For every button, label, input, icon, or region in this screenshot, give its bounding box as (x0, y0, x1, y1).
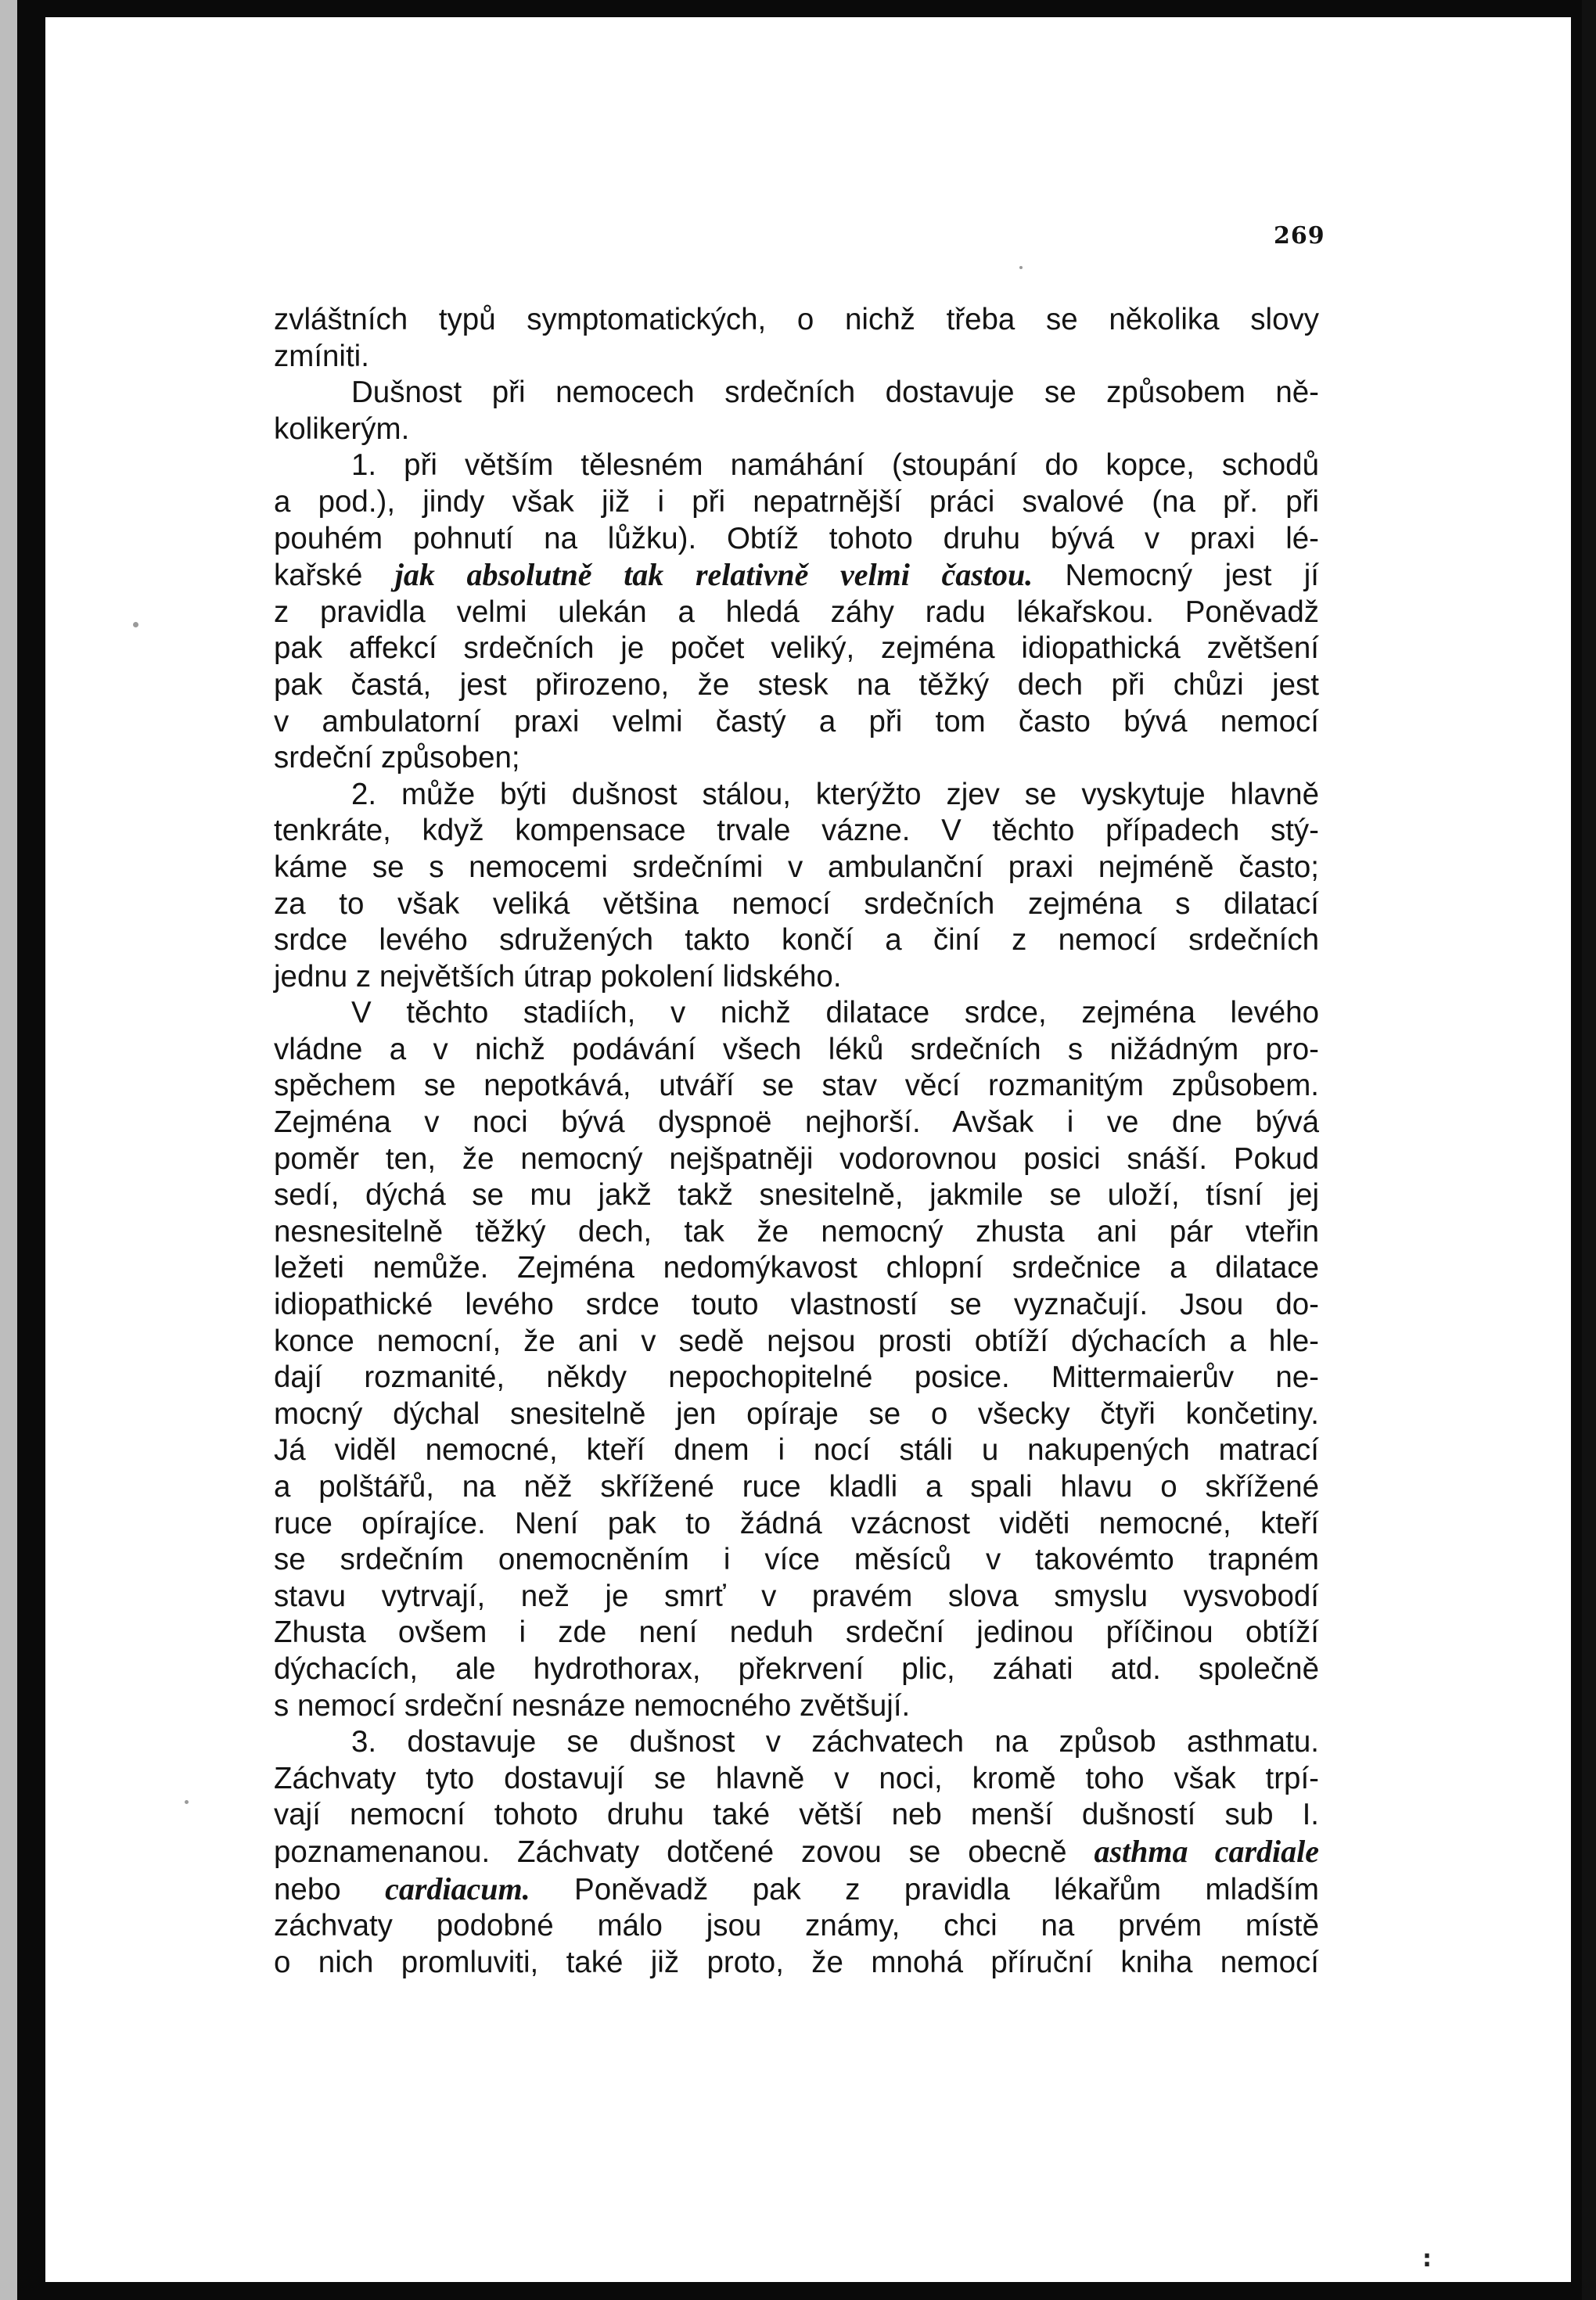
text-line (274, 1615, 1319, 1651)
text-run: o nich promluviti, také již proto, že mnohá příruční kniha nemocí (274, 1945, 1319, 1979)
text-line (274, 1032, 1319, 1069)
text-run: 3. dostavuje se dušnost v záchvatech na způsob asthmatu. (351, 1725, 1319, 1759)
text-run: 2. může býti dušnost stálou, kterýžto zjev se vyskytuje hlavně (351, 777, 1319, 811)
paragraph (274, 302, 1319, 375)
dust-speck (133, 622, 138, 627)
text-run: poznamenanou. Záchvaty dotčené zovou se obecně (274, 1835, 1095, 1869)
text-run: 1. při větším tělesném namáhání (stoupání do kopce, schodů (351, 448, 1319, 483)
text-run: pak častá, jest přirozeno, že stesk na těžký dech při chůzi jest (274, 667, 1319, 702)
text-line (274, 922, 1319, 959)
text-line (274, 959, 1319, 996)
page-number: 269 (1274, 222, 1325, 250)
text-line (274, 1324, 1319, 1360)
text-line (274, 1688, 1319, 1725)
text-run: Záchvaty tyto dostavují se hlavně v noci, kromě toho však trpí- (274, 1761, 1319, 1795)
paragraph (274, 447, 1319, 776)
text-line (274, 557, 1319, 595)
text-run: v ambulatorní praxi velmi častý a při tom často bývá nemocí (274, 704, 1319, 739)
text-line (274, 1177, 1319, 1214)
text-line (274, 813, 1319, 850)
text-line (274, 447, 1319, 484)
text-line (274, 1396, 1319, 1433)
text-run: z pravidla velmi ulekán a hledá záhy radu lékařskou. Poněvadž (274, 595, 1319, 629)
text-run: srdeční způsoben; (274, 741, 520, 775)
text-line (274, 1542, 1319, 1579)
text-run: poměr ten, že nemocný nejšpatněji vodorovnou posici snáší. Pokud (274, 1141, 1319, 1176)
text-line (274, 631, 1319, 667)
text-line (274, 1105, 1319, 1141)
text-line (274, 667, 1319, 704)
text-line (274, 1214, 1319, 1251)
dust-speck (185, 1800, 189, 1804)
text-line (274, 1469, 1319, 1506)
text-line (274, 1141, 1319, 1178)
text-line (274, 1908, 1319, 1945)
text-line (274, 777, 1319, 814)
text-line (274, 1797, 1319, 1834)
text-run: srdce levého sdružených takto končí a činí z nemocí srdečních (274, 923, 1319, 958)
scan-edge-right (1582, 0, 1596, 2300)
text-line (274, 339, 1319, 376)
text-run: káme se s nemocemi srdečními v ambulanční praxi nejméně často; (274, 850, 1319, 884)
text-line (274, 886, 1319, 923)
text-run: konce nemocní, že ani v sedě nejsou prosti obtíží dýchacích a hle- (274, 1324, 1319, 1358)
text-run: Nemocný jest jí (1033, 559, 1319, 593)
text-run: nebo (274, 1872, 386, 1906)
emphasis-text: cardiacum. (385, 1871, 530, 1906)
emphasis-text: asthma cardiale (1094, 1833, 1319, 1869)
text-line (274, 1724, 1319, 1761)
text-run: Poněvadž pak z pravidla lékařům mladším (530, 1872, 1319, 1906)
text-run: stavu vytrvají, než je smrť v pravém slova smyslu vysvobodí (274, 1579, 1319, 1613)
text-line (274, 704, 1319, 741)
text-line (274, 1834, 1319, 1871)
text-line (274, 740, 1319, 777)
paragraph (274, 995, 1319, 1724)
text-run: mocný dýchal snesitelně jen opíraje se o všecky čtyři končetiny. (274, 1396, 1319, 1431)
text-run: Dušnost při nemocech srdečních dostavuje se způsobem ně- (351, 376, 1319, 410)
text-run: tenkráte, když kompensace trvale vázne. V těchto případech stý- (274, 814, 1319, 848)
body-text (274, 302, 1319, 1981)
text-run: sedí, dýchá se mu jakž takž snesitelně, jakmile se uloží, tísní jej (274, 1178, 1319, 1213)
text-line (274, 1432, 1319, 1469)
text-run: s nemocí srdeční nesnáze nemocného zvětšují. (274, 1688, 911, 1723)
text-line (274, 1871, 1319, 1909)
text-run: dají rozmanité, někdy nepochopitelné posice. Mittermaierův ne- (274, 1360, 1319, 1395)
text-line (274, 1360, 1319, 1396)
text-line (274, 375, 1319, 411)
text-line (274, 411, 1319, 448)
text-run: Já viděl nemocné, kteří dnem i nocí stáli u nakupených matrací (274, 1433, 1319, 1468)
text-run: se srdečním onemocněním i více měsíců v takovémto trapném (274, 1543, 1319, 1577)
text-line (274, 1579, 1319, 1615)
text-line (274, 1506, 1319, 1543)
text-run: záchvaty podobné málo jsou známy, chci na prvém místě (274, 1909, 1319, 1943)
text-line (274, 1761, 1319, 1798)
edge-mark: : (1422, 2245, 1432, 2273)
text-run: pouhém pohnutí na lůžku). Obtíž tohoto druhu bývá v praxi lé- (274, 521, 1319, 555)
text-line (274, 302, 1319, 339)
text-line (274, 1945, 1319, 1982)
text-run: pak affekcí srdečních je počet veliký, zejména idiopathická zvětšení (274, 631, 1319, 666)
text-run: Zejména v noci bývá dyspnoë nejhorší. Avšak i ve dne bývá (274, 1105, 1319, 1140)
paragraph (274, 777, 1319, 996)
text-run: zvláštních typů symptomatických, o nichž třeba se několika slovy (274, 303, 1319, 336)
text-run: ležeti nemůže. Zejména nedomýkavost chlopní srdečnice a dilatace (274, 1251, 1319, 1285)
emphasis-text: jak absolutně tak relativně velmi častou. (394, 557, 1033, 593)
paper-sheet (45, 17, 1571, 2282)
text-line (274, 484, 1319, 521)
text-run: za to však veliká většina nemocí srdečních zejména s dilatací (274, 886, 1319, 921)
dust-speck (1019, 266, 1023, 269)
text-line (274, 1068, 1319, 1105)
text-line (274, 1250, 1319, 1287)
text-line (274, 995, 1319, 1032)
text-run: vají nemocní tohoto druhu také větší neb menší dušností sub I. (274, 1798, 1319, 1832)
text-run: jednu z největších útrap pokolení lidského. (274, 959, 842, 994)
text-line (274, 1287, 1319, 1324)
paragraph (274, 375, 1319, 447)
text-run: nesnesitelně těžký dech, tak že nemocný zhusta ani pár vteřin (274, 1214, 1319, 1249)
text-run: kařské (274, 559, 395, 593)
text-run: vládne a v nichž podávání všech léků srdečních s nižádným pro- (274, 1032, 1319, 1066)
scan-edge-left (0, 0, 17, 2300)
text-line (274, 521, 1319, 558)
paragraph (274, 1724, 1319, 1981)
text-run: zmíniti. (274, 339, 369, 373)
text-run: V těchto stadiích, v nichž dilatace srdce, zejména levého (351, 996, 1319, 1030)
text-run: ruce opírajíce. Není pak to žádná vzácnost viděti nemocné, kteří (274, 1506, 1319, 1540)
text-run: spěchem se nepotkává, utváří se stav věcí rozmanitým způsobem. (274, 1069, 1319, 1103)
text-line (274, 595, 1319, 631)
text-run: Zhusta ovšem i zde není neduh srdeční jedinou příčinou obtíží (274, 1615, 1319, 1650)
text-run: idiopathické levého srdce touto vlastností se vyznačují. Jsou do- (274, 1288, 1319, 1322)
text-run: a pod.), jindy však již i při nepatrnější práci svalové (na př. při (274, 484, 1319, 519)
text-line (274, 1651, 1319, 1688)
text-run: dýchacích, ale hydrothorax, překrvení plic, záhati atd. společně (274, 1651, 1319, 1686)
text-run: a polštářů, na něž skřížené ruce kladli a spali hlavu o skřížené (274, 1470, 1319, 1504)
text-line (274, 850, 1319, 886)
text-run: kolikerým. (274, 411, 410, 446)
